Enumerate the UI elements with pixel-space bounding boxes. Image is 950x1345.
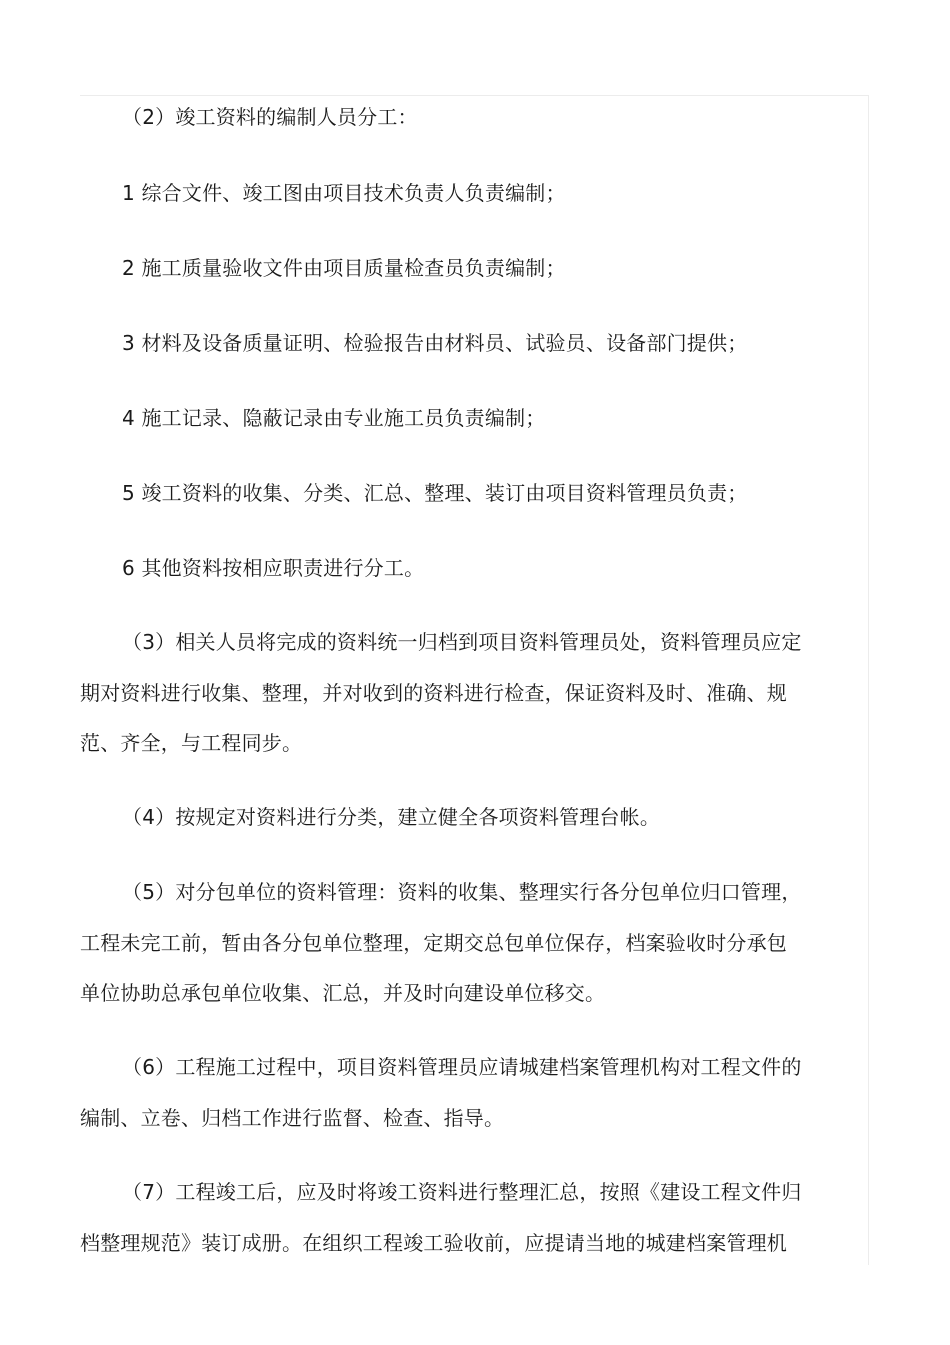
list-item-5: 5 竣工资料的收集、分类、汇总、整理、装订由项目资料管理员负责； xyxy=(122,481,748,505)
list-item-3: 3 材料及设备质量证明、检验报告由材料员、试验员、设备部门提供； xyxy=(122,331,748,355)
list-item-1: 1 综合文件、竣工图由项目技术负责人负责编制； xyxy=(122,181,566,205)
paragraph-6-line-1: （6）工程施工过程中，项目资料管理员应请城建档案管理机构对工程文件的 xyxy=(122,1055,802,1079)
list-item-6: 6 其他资料按相应职责进行分工。 xyxy=(122,556,425,580)
paragraph-7-line-2: 档整理规范》装订成册。在组织工程竣工验收前，应提请当地的城建档案管理机 xyxy=(80,1231,787,1255)
paragraph-3-line-3: 范、齐全，与工程同步。 xyxy=(80,731,303,755)
list-item-4: 4 施工记录、隐蔽记录由专业施工员负责编制； xyxy=(122,406,546,430)
paragraph-4: （4）按规定对资料进行分类，建立健全各项资料管理台帐。 xyxy=(122,805,661,829)
paragraph-3-line-1: （3）相关人员将完成的资料统一归档到项目资料管理员处，资料管理员应定 xyxy=(122,630,802,654)
list-item-2: 2 施工质量验收文件由项目质量检查员负责编制； xyxy=(122,256,566,280)
paragraph-5-line-2: 工程未完工前，暂由各分包单位整理，定期交总包单位保存，档案验收时分承包 xyxy=(80,931,787,955)
paragraph-3-line-2: 期对资料进行收集、整理，并对收到的资料进行检查，保证资料及时、准确、规 xyxy=(80,681,787,705)
paragraph-5-line-3: 单位协助总承包单位收集、汇总，并及时向建设单位移交。 xyxy=(80,981,606,1005)
document-page xyxy=(80,95,869,1265)
paragraph-6-line-2: 编制、立卷、归档工作进行监督、检查、指导。 xyxy=(80,1106,505,1130)
heading-2: （2）竣工资料的编制人员分工： xyxy=(122,105,418,129)
paragraph-5-line-1: （5）对分包单位的资料管理：资料的收集、整理实行各分包单位归口管理， xyxy=(122,880,802,904)
paragraph-7-line-1: （7）工程竣工后，应及时将竣工资料进行整理汇总，按照《建设工程文件归 xyxy=(122,1180,802,1204)
